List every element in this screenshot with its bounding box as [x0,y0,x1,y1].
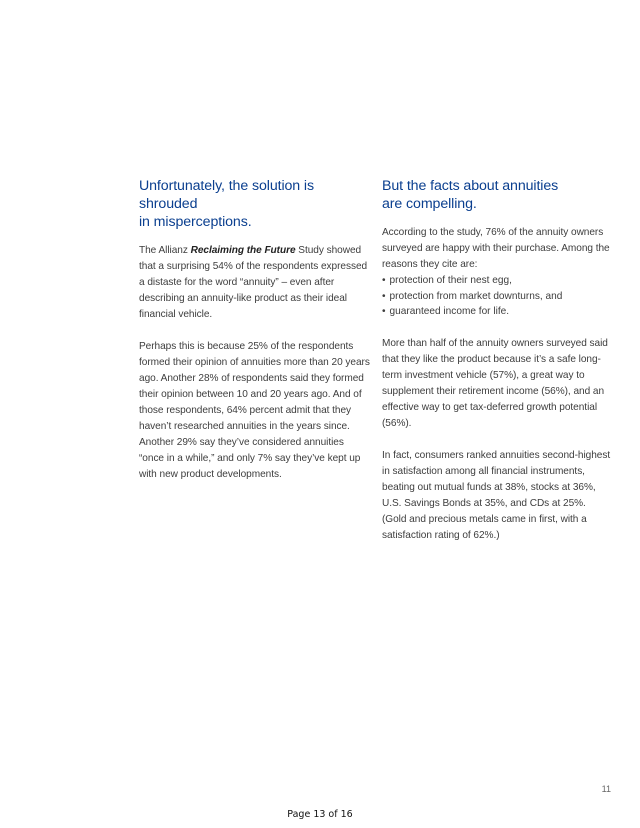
right-heading-line1: But the facts about annuities [382,178,559,194]
right-paragraph-2: More than half of the annuity owners surveyed said that they like the product because it’s a safe long-term investment vehicle (57%), a great way to supplement their retirement income (56%), and an effective way to get tax-deferred growth potential (56%). [382,337,608,429]
left-heading-line2: in misperceptions. [139,214,252,230]
right-heading [382,177,612,213]
left-paragraph-1 [139,243,371,323]
right-heading-line2: are compelling. [382,196,477,212]
list-item: • protection of their nest egg, [382,273,612,289]
right-paragraph-1: According to the study, 76% of the annuity owners surveyed are happy with their purchase. Among the reasons they cite are: [382,227,610,270]
right-column [382,177,612,560]
list-item: • guaranteed income for life. [382,304,612,320]
left-p1-before: The Allianz [139,245,191,256]
left-heading [139,177,371,231]
left-paragraph-2: Perhaps this is because 25% of the respondents formed their opinion of annuities more than 20 years ago. Another 28% of respondents said they formed their opinion between 10 and 20 years ago. And of those respondents, 64% percent admit that they haven’t researched annuities in the years since. Another 29% say they’ve considered annuities “once in a while,” and only 7% say they’ve kept up with new product developments. [139,341,370,480]
study-title: Reclaiming the Future [190,245,296,256]
left-column [139,177,371,499]
page-number: 11 [601,784,611,794]
left-p1-after: Study showed that a surprising 54% of the respondents expressed a distaste for the word “annuity” – even after describing an annuity-like product as their ideal financial vehicle. [139,245,368,320]
page-footer: Page 13 of 16 [287,809,353,820]
right-paragraph-3: In fact, consumers ranked annuities second-highest in satisfaction among all financial instruments, beating out mutual funds at 38%, stocks at 36%, U.S. Savings Bonds at 35%, and CDs at 25%. (Gold and precious metals came in first, with a satisfaction rating of 62%.) [382,449,611,541]
left-heading-line1: Unfortunately, the solution is shrouded [139,178,314,212]
list-item: • protection from market downturns, and [382,289,612,305]
reasons-list [382,273,612,320]
